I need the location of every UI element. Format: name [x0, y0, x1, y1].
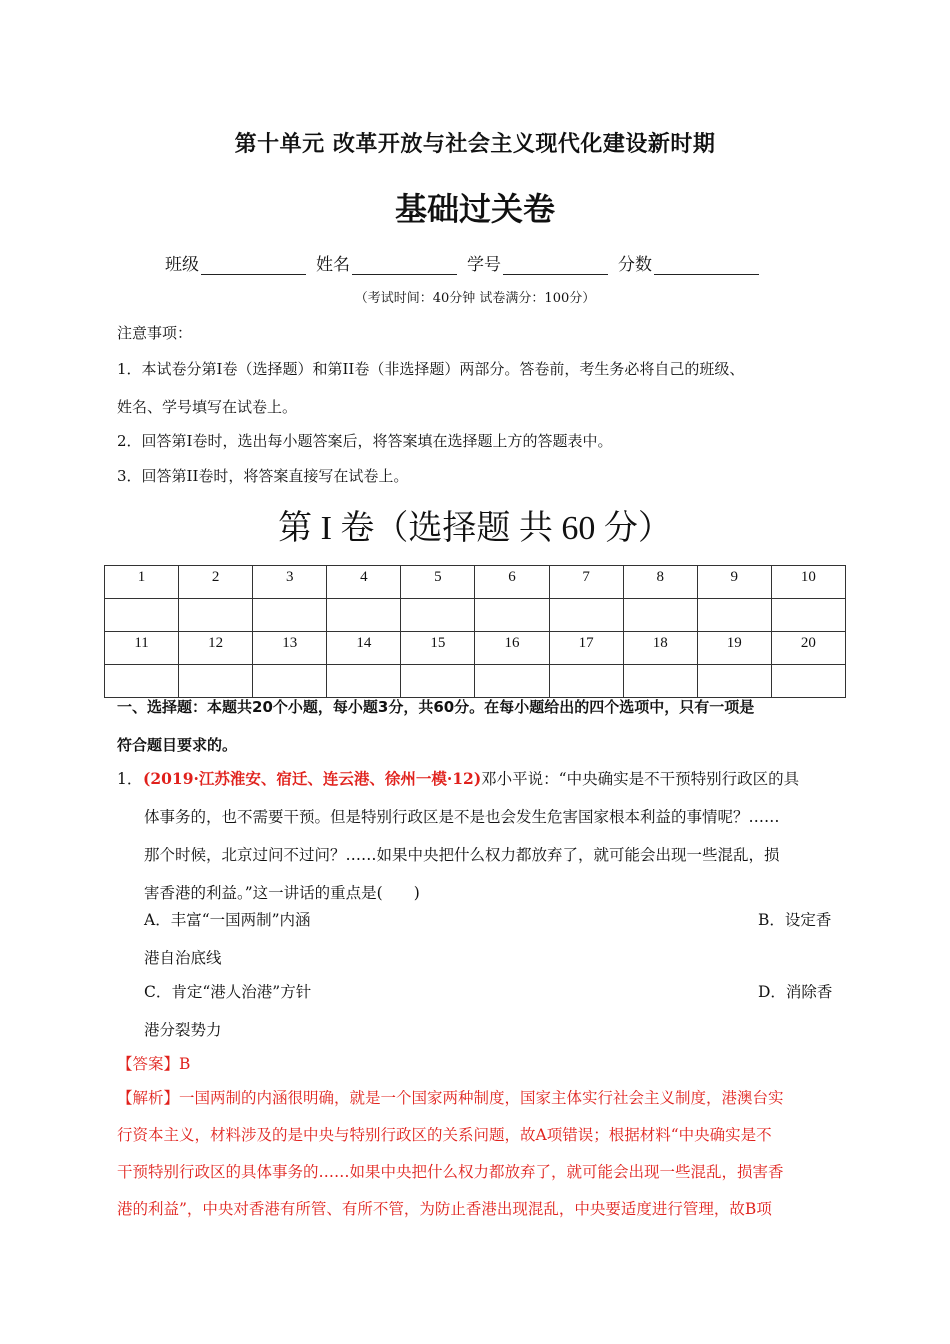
grid-cell-number: 11 — [105, 632, 179, 665]
question-stem-line — [117, 760, 839, 798]
grid-cell-answer[interactable] — [327, 599, 401, 632]
note-item: 姓名、学号填写在试卷上。 — [117, 398, 298, 416]
grid-cell-number: 14 — [327, 632, 401, 665]
question-1 — [117, 760, 839, 912]
grid-cell-answer[interactable] — [253, 599, 327, 632]
grid-cell-number: 2 — [179, 566, 253, 599]
instruction-line: 一、选择题：本题共20个小题，每小题3分，共60分。在每小题给出的四个选项中，只有一项是 — [117, 698, 755, 716]
grid-cell-number: 1 — [105, 566, 179, 599]
name-blank — [352, 258, 457, 275]
name-field — [316, 250, 457, 275]
section-instruction — [117, 688, 837, 764]
grid-cell-number: 8 — [623, 566, 697, 599]
option-d[interactable]: D．消除香 — [758, 983, 833, 1001]
grid-number-row — [105, 566, 846, 599]
option-c[interactable]: C．肯定“港人治港”方针 — [144, 983, 312, 1001]
score-label: 分数 — [618, 255, 652, 275]
section-title: 第 I 卷（选择题 共 60 分） — [278, 510, 672, 547]
notes-heading: 注意事项： — [117, 324, 193, 342]
paper-title: 基础过关卷 — [394, 190, 555, 228]
class-blank — [201, 258, 306, 275]
student-info-row — [165, 250, 759, 275]
grid-cell-number: 6 — [475, 566, 549, 599]
student-id-field — [467, 250, 608, 275]
grid-cell-number: 13 — [253, 632, 327, 665]
grid-cell-answer[interactable] — [549, 599, 623, 632]
grid-cell-number: 10 — [771, 566, 845, 599]
analysis-line: 行资本主义，材料涉及的是中央与特别行政区的关系问题，故A项错误；根据材料“中央确实是不 — [117, 1126, 772, 1144]
grid-cell-number: 3 — [253, 566, 327, 599]
grid-cell-number: 4 — [327, 566, 401, 599]
instruction-line: 符合题目要求的。 — [117, 736, 238, 754]
analysis-line: 【解析】一国两制的内涵很明确，就是一个国家两种制度，国家主体实行社会主义制度，港澳台实 — [117, 1089, 784, 1107]
grid-cell-answer[interactable] — [105, 599, 179, 632]
grid-cell-number: 9 — [697, 566, 771, 599]
score-field — [618, 250, 759, 275]
grid-cell-answer[interactable] — [697, 599, 771, 632]
question-stem: 邓小平说：“中央确实是不干预特别行政区的具 — [481, 770, 800, 788]
analysis-line: 干预特别行政区的具体事务的……如果中央把什么权力都放弃了，就可能会出现一些混乱，损害香 — [117, 1163, 784, 1181]
exam-meta: （考试时间：40分钟 试卷满分：100分） — [354, 291, 596, 306]
class-field — [165, 250, 306, 275]
option-d-continued: 港分裂势力 — [144, 1021, 222, 1039]
answer-key: 【答案】B — [117, 1055, 191, 1073]
option-b-continued: 港自治底线 — [144, 949, 222, 967]
grid-cell-answer[interactable] — [475, 599, 549, 632]
grid-cell-number: 5 — [401, 566, 475, 599]
grid-cell-answer[interactable] — [401, 599, 475, 632]
question-stem-line: 害香港的利益。”这一讲话的重点是( ) — [144, 884, 420, 902]
name-label: 姓名 — [316, 255, 350, 275]
grid-number-row — [105, 632, 846, 665]
grid-cell-number: 7 — [549, 566, 623, 599]
grid-cell-answer[interactable] — [623, 599, 697, 632]
unit-title: 第十单元 改革开放与社会主义现代化建设新时期 — [234, 132, 716, 157]
student-id-blank — [503, 258, 608, 275]
analysis-label: 【解析】 — [117, 1089, 180, 1107]
student-id-label: 学号 — [467, 255, 501, 275]
class-label: 班级 — [165, 255, 199, 275]
analysis — [117, 1080, 839, 1228]
question-source: (2019·江苏淮安、宿迁、连云港、徐州一模·12) — [143, 769, 482, 788]
note-item: 2．回答第I卷时，选出每小题答案后，将答案填在选择题上方的答题表中。 — [117, 432, 613, 450]
grid-cell-number: 12 — [179, 632, 253, 665]
analysis-line: 港的利益”，中央对香港有所管、有所不管，为防止香港出现混乱，中央要适度进行管理，故B项 — [117, 1200, 772, 1218]
note-item: 3．回答第II卷时，将答案直接写在试卷上。 — [117, 467, 409, 485]
note-item: 1．本试卷分第I卷（选择题）和第II卷（非选择题）两部分。答卷前，考生务必将自己的班级、 — [117, 360, 745, 378]
score-blank — [654, 258, 759, 275]
grid-cell-answer[interactable] — [179, 599, 253, 632]
grid-answer-row — [105, 599, 846, 632]
option-b[interactable]: B．设定香 — [758, 911, 832, 929]
grid-cell-number: 17 — [549, 632, 623, 665]
question-number: 1． — [117, 770, 143, 788]
question-stem-line: 那个时候，北京过问不过问？……如果中央把什么权力都放弃了，就可能会出现一些混乱，损 — [144, 846, 780, 864]
grid-cell-number: 15 — [401, 632, 475, 665]
grid-cell-number: 16 — [475, 632, 549, 665]
grid-cell-number: 19 — [697, 632, 771, 665]
grid-cell-answer[interactable] — [771, 599, 845, 632]
grid-cell-number: 20 — [771, 632, 845, 665]
answer-grid — [104, 565, 846, 698]
grid-cell-number: 18 — [623, 632, 697, 665]
question-stem-line: 体事务的，也不需要干预。但是特别行政区是不是也会发生危害国家根本利益的事情呢？…… — [144, 808, 780, 826]
option-a[interactable]: A．丰富“一国两制”内涵 — [144, 911, 311, 929]
